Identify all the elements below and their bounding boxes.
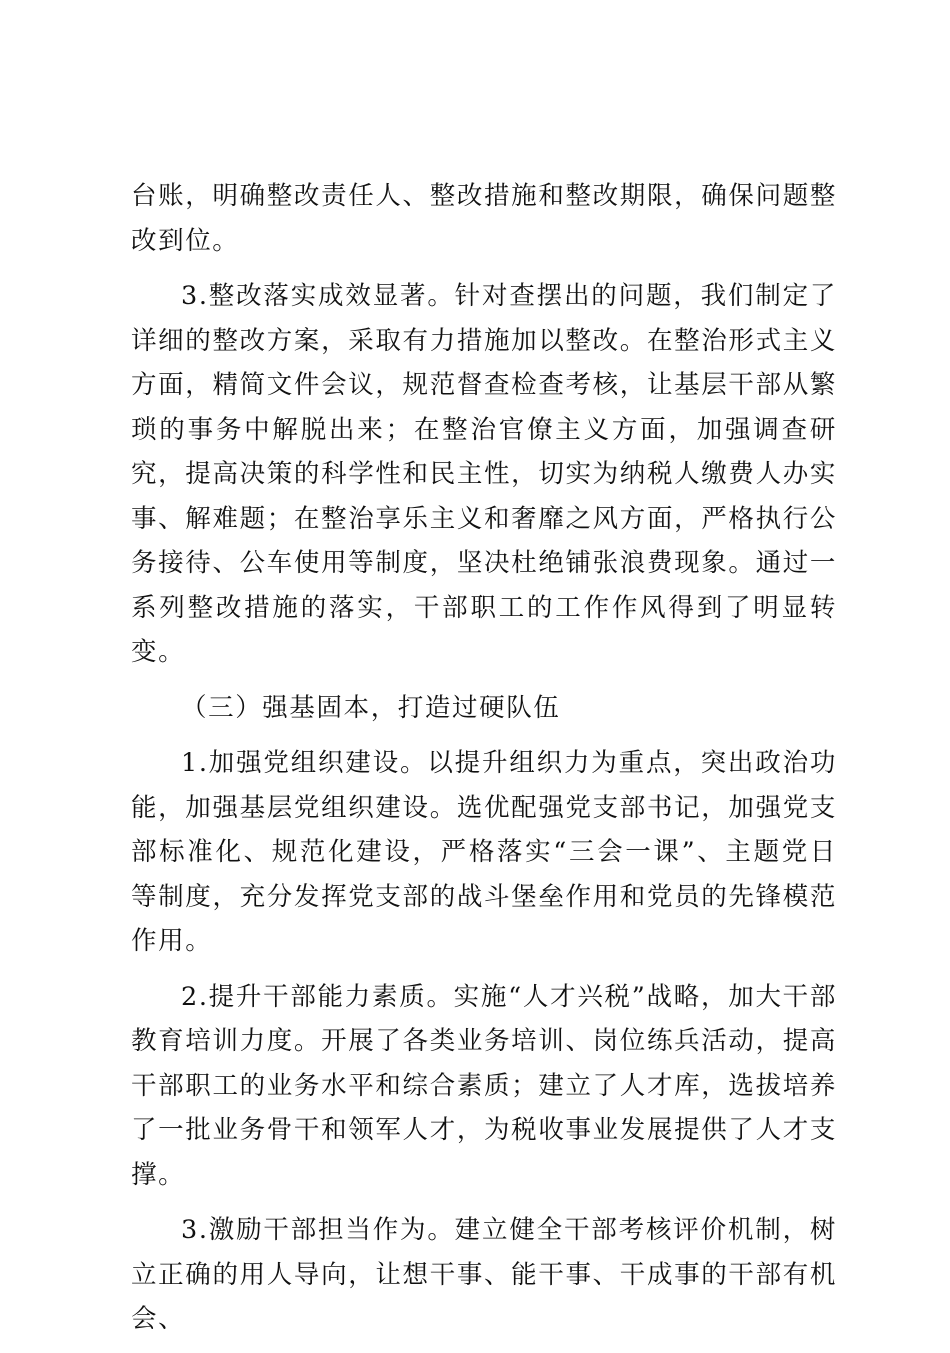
document-body <box>131 174 837 1353</box>
paragraph-cadre-incentive: 3.激励干部担当作为。建立健全干部考核评价机制，树立正确的用人导向，让想干事、能干事、干成事的干部有机会、 <box>131 1215 837 1334</box>
paragraph-continuation: 台账，明确整改责任人、整改措施和整改期限，确保问题整改到位。 <box>131 181 837 256</box>
paragraph-cadre-ability: 2.提升干部能力素质。实施“人才兴税”战略，加大干部教育培训力度。开展了各类业务培训、岗位练兵活动，提高干部职工的业务水平和综合素质；建立了人才库，选拔培养了一批业务骨干和领军人才，为税收事业发展提供了人才支撑。 <box>131 981 837 1190</box>
paragraph-party-organization: 1.加强党组织建设。以提升组织力为重点，突出政治功能，加强基层党组织建设。选优配强党支部书记，加强党支部标准化、规范化建设，严格落实“三会一课”、主题党日等制度，充分发挥党支部的战斗堡垒作用和党员的先锋模范作用。 <box>131 748 837 956</box>
paragraph-rectification-results: 3.整改落实成效显著。针对查摆出的问题，我们制定了详细的整改方案，采取有力措施加以整改。在整治形式主义方面，精简文件会议，规范督查检查考核，让基层干部从繁琐的事务中解脱出来；在整治官僚主义方面，加强调查研究，提高决策的科学性和民主性，切实为纳税人缴费人办实事、解难题；在整治享乐主义和奢靡之风方面，严格执行公务接待、公车使用等制度，坚决杜绝铺张浪费现象。通过一系列整改措施的落实，干部职工的工作作风得到了明显转变。 <box>131 281 837 667</box>
section-heading: （三）强基固本，打造过硬队伍 <box>181 692 561 723</box>
